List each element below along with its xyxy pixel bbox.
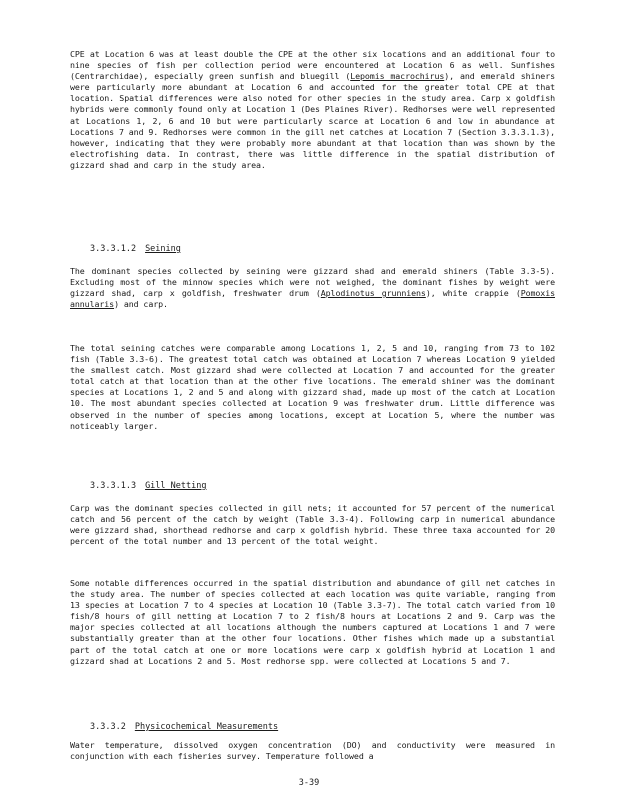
heading-seining — [90, 244, 181, 255]
section-number: 3.3.3.1.2 — [90, 244, 137, 254]
section-title: Physicochemical Measurements — [134, 722, 279, 732]
page-number: 3-39 — [298, 778, 320, 788]
paragraph-gill-net-spatial: Some notable differences occurred in the spatial distribution and abundance of gill net catches in the study area. The number of species collected at each location was quite variable, ranging from 13 species at Location 7 to 4 species at Location 10 (Table 3.3-7). The total catch varied from 10 fish/8 hours of gill netting at Location 7 to 2 fish/8 hours at Locations 2 and 9. Carp was the major species collected at all locations although the numbers captured at Locations 1 and 7 were substantially greater than at the other four locations. Other fishes which made up a substantial part of the total catch at one or more locations were carp x goldfish hybrid at Location 1 and gizzard shad at Locations 2 and 5. Most redhorse spp. were collected at Locations 5 and 7. — [70, 578, 555, 666]
paragraph-physicochemical: Water temperature, dissolved oxygen concentration (DO) and conductivity were measured in conjunction with each fisheries survey. Temperature followed a — [70, 740, 555, 762]
paragraph-gill-net-dominant: Carp was the dominant species collected in gill nets; it accounted for 57 percent of the numerical catch and 56 percent of the catch by weight (Table 3.3-4). Following carp in numerical abundance were gizzard shad, shorthead redhorse and carp x goldfish hybrid. These three taxa accounted for 20 percent of the total number and 13 percent of the total weight. — [70, 503, 555, 547]
paragraph-electrofishing-spatial: CPE at Location 6 was at least double the CPE at the other six locations and an additional four to nine species of fish per collection period were encountered at Location 6 as well. Sunfishes (Centrarchidae), especially green sunfish and bluegill (Lepomis macrochirus), and emerald shiners were particularly more abundant at Location 6 and accounted for the greater total CPE at that location. Spatial differences were also noted for other species in the study area. Carp x goldfish hybrids were commonly found only at Location 1 (Des Plaines River). Redhorses were well represented at Locations 1, 2, 6 and 10 but were particularly scarce at Location 6 and low in abundance at Locations 7 and 9. Redhorses were common in the gill net catches at Location 7 (Section 3.3.3.1.3), however, indicating that they were probably more abundant at that location than was shown by the electrofishing data. In contrast, there was little difference in the spatial distribution of gizzard shad and carp in the study area. — [70, 49, 555, 170]
section-title: Seining — [145, 244, 181, 254]
heading-gill-netting — [90, 481, 206, 492]
section-number: 3.3.3.2 — [90, 722, 126, 732]
section-title: Gill Netting — [145, 481, 207, 491]
paragraph-seining-catches: The total seining catches were comparable among Locations 1, 2, 5 and 10, ranging from 73 to 102 fish (Table 3.3-6). The greatest total catch was obtained at Location 7 whereas Location 9 yielded the smallest catch. Most gizzard shad were collected at Location 7 and accounted for the greater total catch at that location than at the other five locations. The emerald shiner was the dominant species at Locations 1, 2 and 5 and along with gizzard shad, made up most of the catch at Location 10. The most abundant species collected at Location 9 was freshwater drum. Little difference was observed in the number of species among locations, except at Location 5, where the number was noticeably larger. — [70, 343, 555, 431]
paragraph-seining-dominant: The dominant species collected by seining were gizzard shad and emerald shiners (Table 3.3-5). Excluding most of the minnow species which were not weighed, the dominant fishes by weight were gizzard shad, carp x goldfish, freshwater drum (Aplodinotus grunniens), white crappie (Pomoxis annularis) and carp. — [70, 266, 555, 310]
heading-physicochemical — [90, 722, 278, 733]
section-number: 3.3.3.1.3 — [90, 481, 137, 491]
